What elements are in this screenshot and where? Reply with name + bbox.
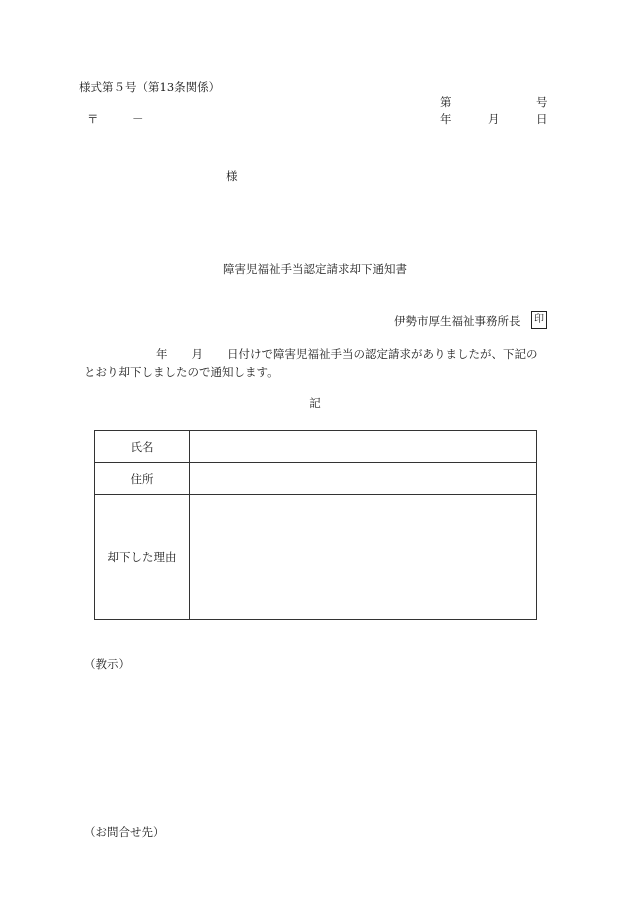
table-row-address [95, 463, 537, 495]
info-table [94, 430, 537, 620]
kyoji-heading: （教示） [84, 657, 130, 671]
postal-dash: － [132, 112, 144, 126]
postal-mark: 〒 [87, 112, 99, 126]
recipient-suffix: 様 [226, 169, 238, 183]
name-label: 氏名 [95, 431, 190, 463]
reason-label: 却下した理由 [95, 495, 190, 620]
address-value [190, 463, 537, 495]
table-row-reason [95, 495, 537, 620]
table-row-name [95, 431, 537, 463]
body-year: 年 [156, 347, 168, 361]
date-year: 年 [440, 112, 452, 126]
seal-stamp: 印 [531, 311, 547, 329]
body-month: 月 [191, 347, 203, 361]
form-label: 様式第５号（第13条関係） [79, 80, 221, 94]
address-label: 住所 [95, 463, 190, 495]
document-title: 障害児福祉手当認定請求却下通知書 [223, 262, 407, 276]
date-day: 日 [536, 112, 548, 126]
document-number-suffix: 号 [536, 95, 548, 109]
reason-value [190, 495, 537, 620]
date-month: 月 [488, 112, 500, 126]
body-line-1 [156, 348, 538, 362]
issuer-name: 伊勢市厚生福祉事務所長 [394, 314, 521, 328]
contact-heading: （お問合せ先） [84, 825, 165, 839]
body-line-2: とおり却下しましたので通知します。 [84, 365, 279, 379]
document-number-prefix: 第 [440, 95, 452, 109]
body-line1-rest: 日付けで障害児福祉手当の認定請求がありましたが、下記の [227, 347, 538, 361]
ki-heading: 記 [309, 396, 321, 410]
name-value [190, 431, 537, 463]
